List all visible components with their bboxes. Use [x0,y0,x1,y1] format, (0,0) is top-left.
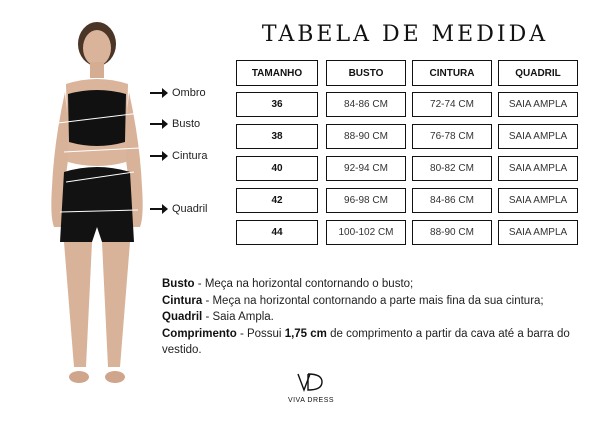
table-cell-quadril: SAIA AMPLA [498,220,578,245]
note-busto: Busto - Meça na horizontal contornando o busto; [162,278,414,290]
monogram-icon [296,372,326,392]
table-cell-busto: 100-102 CM [326,220,406,245]
note-cintura: Cintura - Meça na horizontal contornando a parte mais fina da sua cintura; [162,294,544,307]
ombro-label: Ombro [150,87,206,99]
note-comprimento: Comprimento - Possui 1,75 cm de comprimento a partir da cava até a barra do vestido. [162,327,570,356]
table-cell-quadril: SAIA AMPLA [498,188,578,213]
page-title: TABELA DE MEDIDA [261,22,549,47]
brand-name: VIVA DRESS [287,397,335,404]
arrow-right-icon [150,123,166,125]
table-cell-cintura: 80-82 CM [412,156,492,181]
table-cell-cintura: 76-78 CM [412,124,492,149]
table-cell-cintura: 84-86 CM [412,188,492,213]
header-busto: BUSTO [326,60,406,86]
quadril-label: Quadril [150,203,207,215]
note-quadril: Quadril - Saia Ampla. [162,311,274,323]
measurement-notes [162,276,592,359]
header-cintura: CINTURA [412,60,492,86]
busto-label: Busto [150,118,200,130]
table-cell-size: 36 [236,92,318,117]
table-cell-size: 44 [236,220,318,245]
arrow-right-icon [150,92,166,94]
table-cell-quadril: SAIA AMPLA [498,92,578,117]
table-cell-busto: 88-90 CM [326,124,406,149]
table-cell-quadril: SAIA AMPLA [498,124,578,149]
header-quadril: QUADRIL [498,60,578,86]
table-cell-cintura: 72-74 CM [412,92,492,117]
arrow-right-icon [150,155,166,157]
header-tamanho: TAMANHO [236,60,318,86]
table-cell-size: 42 [236,188,318,213]
table-cell-size: 38 [236,124,318,149]
table-cell-busto: 92-94 CM [326,156,406,181]
cintura-label: Cintura [150,150,207,162]
table-cell-cintura: 88-90 CM [412,220,492,245]
table-cell-size: 40 [236,156,318,181]
measurement-labels [150,0,240,260]
table-cell-busto: 96-98 CM [326,188,406,213]
table-cell-busto: 84-86 CM [326,92,406,117]
model-figure [30,22,165,407]
arrow-right-icon [150,208,166,210]
brand-logo [286,372,336,404]
table-cell-quadril: SAIA AMPLA [498,156,578,181]
